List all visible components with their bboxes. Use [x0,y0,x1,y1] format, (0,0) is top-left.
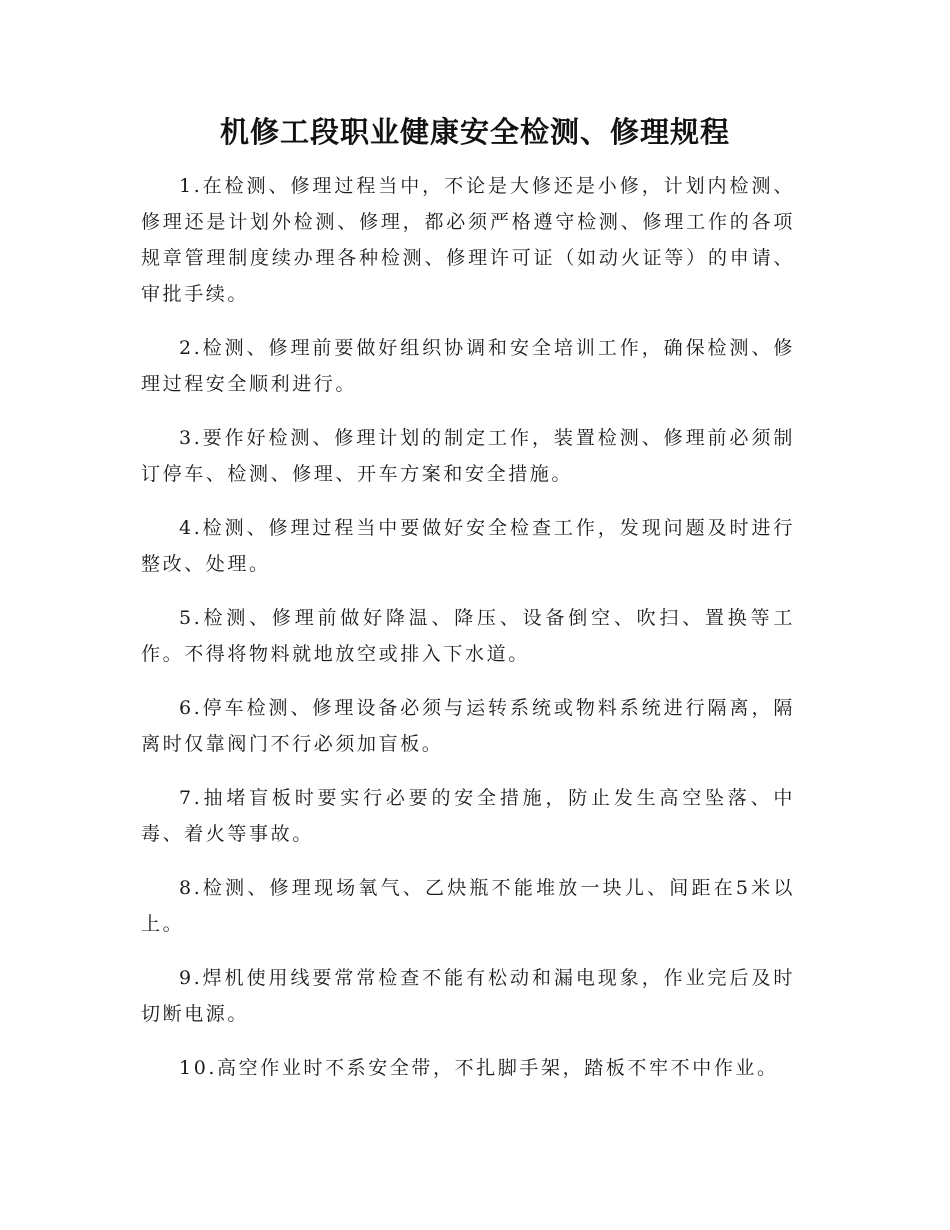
document-body [141,168,795,1104]
paragraph-1: 1.在检测、修理过程当中，不论是大修还是小修，计划内检测、修理还是计划外检测、修理，都必须严格遵守检测、修理工作的各项规章管理制度续办理各种检测、修理许可证（如动火证等）的申请、审批手续。 [141,175,795,305]
document-title: 机修工段职业健康安全检测、修理规程 [219,115,730,149]
paragraph-10: 10.高空作业时不系安全带，不扎脚手架，踏板不牢不中作业。 [179,1057,779,1079]
paragraph-9: 9.焊机使用线要常常检查不能有松动和漏电现象，作业完后及时切断电源。 [141,967,795,1025]
paragraph-6: 6.停车检测、修理设备必须与运转系统或物料系统进行隔离，隔离时仅靠阀门不行必须加盲板。 [141,697,795,755]
paragraph-8: 8.检测、修理现场氧气、乙炔瓶不能堆放一块儿、间距在5米以上。 [141,877,795,935]
paragraph-4: 4.检测、修理过程当中要做好安全检查工作，发现问题及时进行整改、处理。 [141,517,795,575]
paragraph-3: 3.要作好检测、修理计划的制定工作，装置检测、修理前必须制订停车、检测、修理、开车方案和安全措施。 [141,427,795,485]
paragraph-7: 7.抽堵盲板时要实行必要的安全措施，防止发生高空坠落、中毒、着火等事故。 [141,787,795,845]
paragraph-5: 5.检测、修理前做好降温、降压、设备倒空、吹扫、置换等工作。不得将物料就地放空或排入下水道。 [141,607,795,665]
paragraph-2: 2.检测、修理前要做好组织协调和安全培训工作，确保检测、修理过程安全顺利进行。 [141,337,795,395]
